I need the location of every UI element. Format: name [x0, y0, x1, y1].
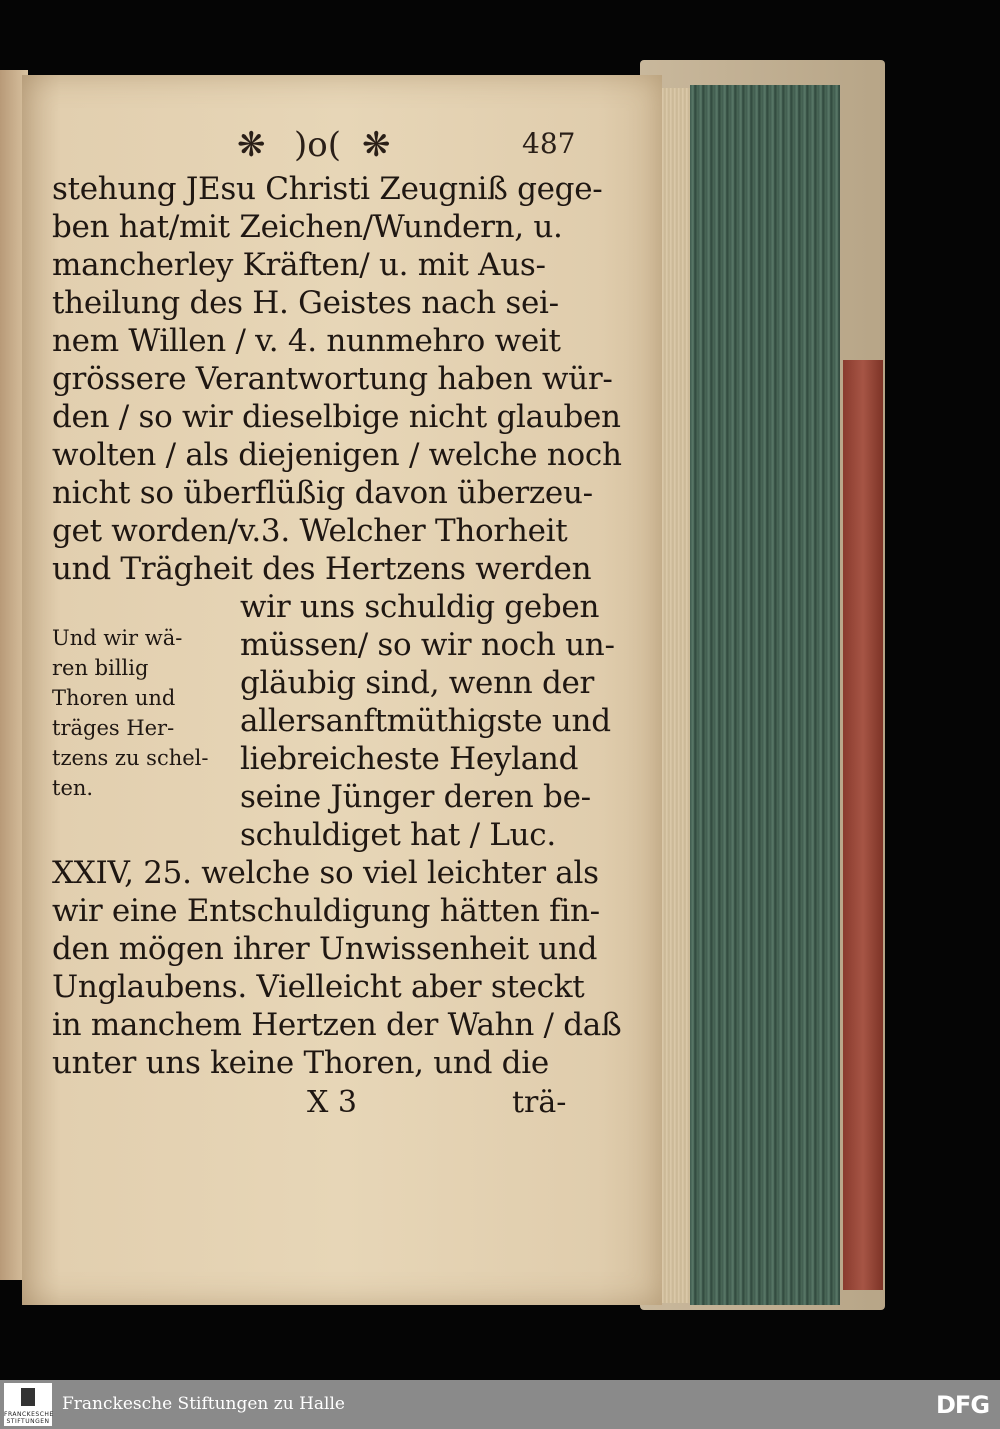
margin-note-line: Und wir wä- [52, 626, 183, 650]
text-line: und Trägheit des Hertzens werden [52, 551, 592, 587]
text-line-indented: schuldiget hat / Luc. [240, 817, 556, 853]
ornament-right: ❋ [362, 125, 391, 165]
franckesche-logo [4, 1383, 52, 1426]
text-line: nicht so überflüßig davon überzeu- [52, 475, 593, 511]
margin-note-line: ren billig [52, 656, 149, 680]
text-line: ben hat/mit Zeichen/Wundern, u. [52, 209, 563, 245]
margin-note-line: träges Her- [52, 716, 175, 740]
viewer-footer-bar [0, 1380, 1000, 1429]
text-line: wir eine Entschuldigung hätten fin- [52, 893, 600, 929]
text-line: get worden/v.3. Welcher Thorheit [52, 513, 568, 549]
margin-note-line: Thoren und [52, 686, 176, 710]
text-line: nem Willen / v. 4. nunmehro weit [52, 323, 561, 359]
text-line: in manchem Hertzen der Wahn / daß [52, 1007, 622, 1043]
text-line: XXIV, 25. welche so viel leichter als [52, 855, 599, 891]
binding-band [843, 360, 883, 1290]
text-line: stehung JEsu Christi Zeugniß gege- [52, 171, 603, 207]
text-line: Unglaubens. Vielleicht aber steckt [52, 969, 585, 1005]
book-page [22, 75, 662, 1305]
catchword: trä- [512, 1085, 567, 1120]
text-line: theilung des H. Geistes nach sei- [52, 285, 559, 321]
fore-edge [690, 85, 840, 1305]
running-head [22, 125, 622, 165]
text-line: den / so wir dieselbige nicht glauben [52, 399, 621, 435]
margin-note-line: tzens zu schel- [52, 746, 209, 770]
text-line-indented: müssen/ so wir noch un- [240, 627, 615, 663]
text-line-indented: wir uns schuldig geben [240, 589, 600, 625]
page-number: 487 [522, 127, 576, 160]
text-line-indented: liebreicheste Heyland [240, 741, 579, 777]
ornament-left: ❋ [237, 125, 266, 165]
text-line-indented: allersanftmüthigste und [240, 703, 611, 739]
ornament-middle: )o( [294, 125, 341, 165]
text-line: den mögen ihrer Unwissenheit und [52, 931, 598, 967]
margin-note-line: ten. [52, 776, 94, 800]
page-footer-line [22, 1085, 622, 1121]
text-line-indented: seine Jünger deren be- [240, 779, 591, 815]
text-line: unter uns keine Thoren, und die [52, 1045, 549, 1081]
building-icon [21, 1388, 35, 1406]
logo-text: STIFTUNGEN [6, 1418, 50, 1425]
dfg-logo: DFG [936, 1391, 990, 1419]
institution-name: Franckesche Stiftungen zu Halle [62, 1394, 345, 1414]
logo-text: FRANCKESCHE [4, 1411, 54, 1418]
signature-mark: X 3 [307, 1085, 357, 1120]
text-line: grössere Verantwortung haben wür- [52, 361, 613, 397]
text-line-indented: gläubig sind, wenn der [240, 665, 595, 701]
text-line: mancherley Kräften/ u. mit Aus- [52, 247, 546, 283]
text-line: wolten / als diejenigen / welche noch [52, 437, 622, 473]
